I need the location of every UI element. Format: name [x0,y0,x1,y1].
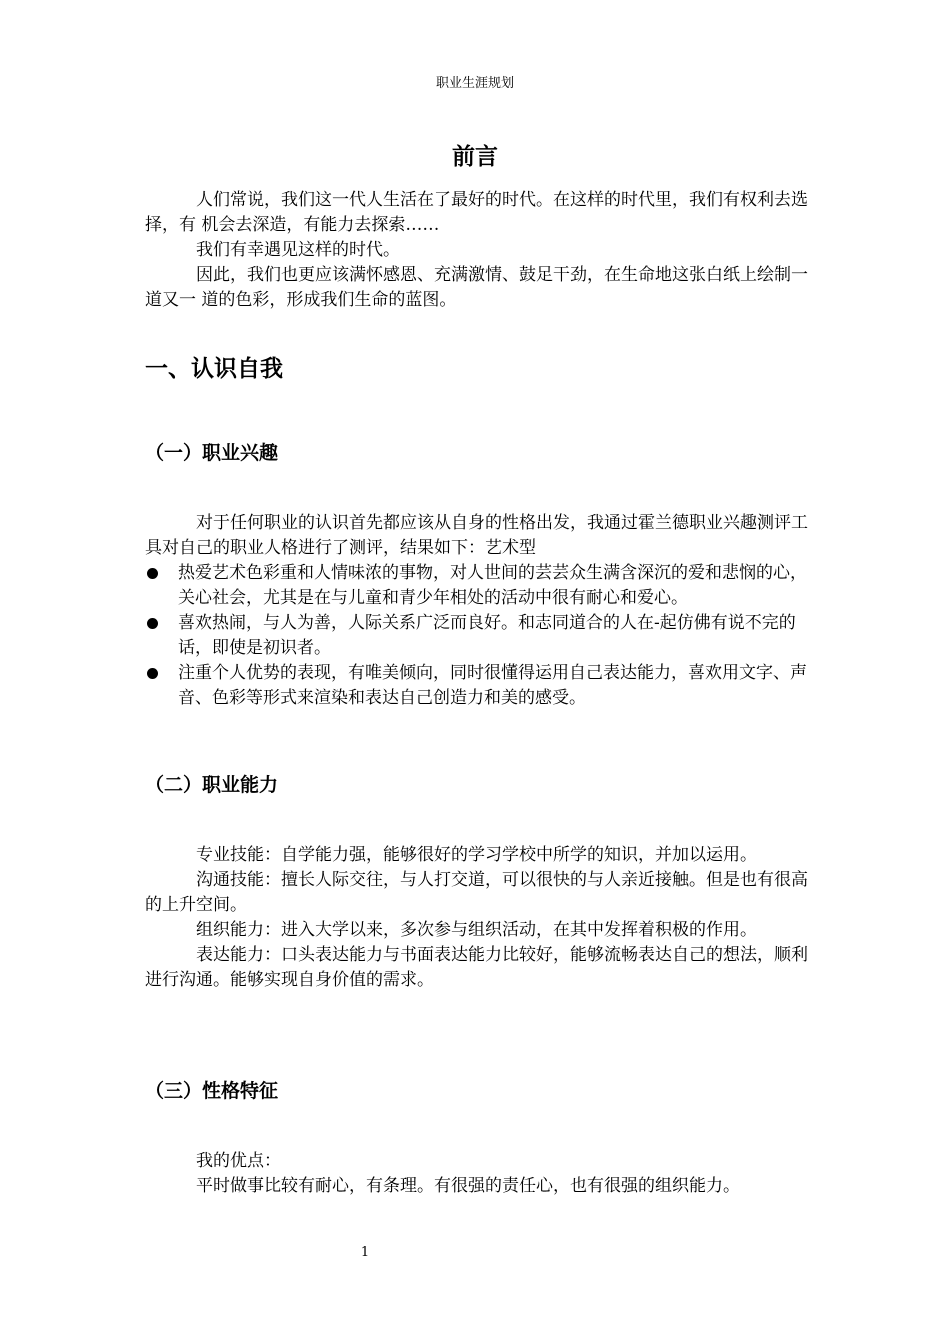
section-heading: 一、认识自我 [145,356,283,382]
preface-title: 前言 [452,144,498,170]
ability-paragraph: 组织能力：进入大学以来，多次参与组织活动，在其中发挥着积极的作用。 [196,920,757,940]
list-item [145,611,810,661]
interest-intro [145,511,810,561]
list-item-text: 喜欢热闹，与人为善，人际关系广泛而良好。和志同道合的人在-起仿佛有说不完的话，即使是初识者。 [178,613,796,658]
ability-body [145,843,810,993]
ability-paragraph: 表达能力：口头表达能力与书面表达能力比较好，能够流畅表达自己的想法，顺利进行沟通。能够实现自身价值的需求。 [145,945,808,990]
personality-paragraph: 我的优点： [196,1151,281,1171]
personality-paragraph: 平时做事比较有耐心，有条理。有很强的责任心，也有很强的组织能力。 [196,1176,740,1196]
preface-paragraph: 我们有幸遇见这样的时代。 [196,240,400,260]
running-header: 职业生涯规划 [435,76,514,91]
page-number: 1 [360,1245,370,1260]
interest-bullet-list [145,561,810,711]
subsection-heading-ability: （二）职业能力 [145,774,279,796]
preface-body [145,188,810,313]
list-item [145,661,810,711]
subsection-heading-personality: （三）性格特征 [145,1080,279,1102]
ability-paragraph: 专业技能：自学能力强，能够很好的学习学校中所学的知识，并加以运用。 [196,845,757,865]
bullet-icon [147,568,158,579]
interest-paragraph: 对于任何职业的认识首先都应该从自身的性格出发，我通过霍兰德职业兴趣测评工具对自己的职业人格进行了测评，结果如下：艺术型 [145,513,808,558]
subsection-heading-interest: （一）职业兴趣 [145,442,279,464]
list-item-text: 注重个人优势的表现，有唯美倾向，同时很懂得运用自己表达能力，喜欢用文字、声音、色彩等形式来渲染和表达自己创造力和美的感受。 [178,663,807,708]
bullet-icon [147,668,158,679]
list-item-text: 热爱艺术色彩重和人情味浓的事物，对人世间的芸芸众生满含深沉的爱和悲悯的心，关心社会，尤其是在与儿童和青少年相处的活动中很有耐心和爱心。 [178,563,807,608]
ability-paragraph: 沟通技能：擅长人际交往，与人打交道，可以很快的与人亲近接触。但是也有很高的上升空间。 [145,870,808,915]
preface-paragraph: 因此，我们也更应该满怀感恩、充满激情、鼓足干劲，在生命地这张白纸上绘制一道又一 道的色彩，形成我们生命的蓝图。 [145,265,808,310]
list-item [145,561,810,611]
preface-paragraph: 人们常说，我们这一代人生活在了最好的时代。在这样的时代里，我们有权利去选择，有 机会去深造，有能力去探索…… [145,190,808,235]
bullet-icon [147,618,158,629]
personality-body [145,1149,835,1199]
